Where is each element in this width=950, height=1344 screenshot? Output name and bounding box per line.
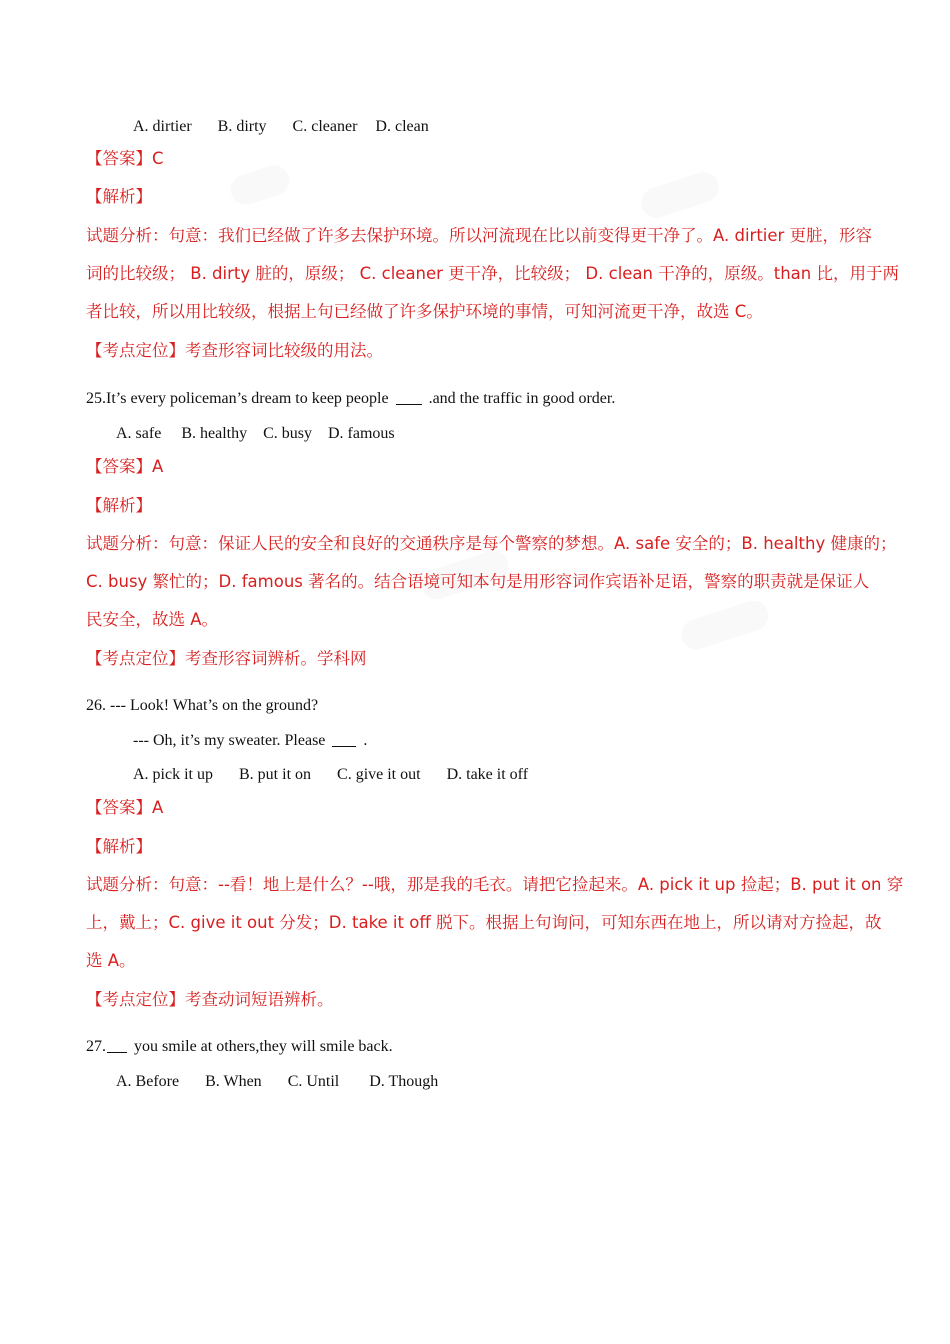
q27-stem [86, 1037, 393, 1057]
watermark [678, 597, 773, 653]
stem-text: you smile at others,they will smile back. [134, 1038, 393, 1055]
q25-analysis-line: C. busy 繁忙的；D. famous 著名的。结合语境可知本句是用形容词作宾语补足语，警察的职责就是保证人 [86, 572, 870, 591]
q25-analysis-line: 试题分析：句意：保证人民的安全和良好的交通秩序是每个警察的梦想。A. safe 安全的；B. healthy 健康的； [86, 534, 897, 553]
option: B. dirty [217, 118, 267, 135]
q24-options [133, 117, 429, 137]
stem-text: --- Oh, it’s my sweater. Please [133, 732, 326, 749]
q25-answer: 【答案】A [86, 457, 164, 476]
q25-point: 【考点定位】考查形容词辨析。学科网 [86, 649, 367, 668]
stem-text: 25.It’s every policeman’s dream to keep people [86, 390, 389, 407]
option: C. busy [263, 425, 312, 442]
q26-analysis-line: 上，戴上；C. give it out 分发；D. take it off 脱下。根据上句询问，可知东西在地上，所以请对方捡起，故 [86, 913, 882, 932]
q25-analysis-line: 民安全，故选 A。 [86, 610, 219, 629]
q24-analysis-head: 【解析】 [86, 187, 152, 206]
watermark [637, 168, 722, 221]
blank [332, 732, 356, 747]
option: A. safe [116, 425, 162, 442]
q24-analysis-line: 者比较，所以用比较级，根据上句已经做了许多保护环境的事情，可知河流更干净，故选 C。 [86, 302, 763, 321]
option: D. famous [327, 425, 395, 442]
option: A. pick it up [133, 766, 213, 783]
stem-text: 27. [86, 1038, 106, 1055]
q25-stem [86, 389, 615, 409]
blank [396, 390, 422, 405]
q24-analysis-line: 试题分析：句意：我们已经做了许多去保护环境。所以河流现在比以前变得更干净了。A. dirtier 更脏，形容 [86, 226, 873, 245]
option: C. Until [287, 1073, 340, 1090]
q27-options [116, 1072, 438, 1092]
option: D. Though [369, 1073, 439, 1090]
option: B. healthy [181, 425, 248, 442]
q25-options [116, 424, 395, 444]
stem-text: .and the traffic in good order. [428, 390, 616, 407]
option: C. give it out [337, 766, 421, 783]
option: D. clean [375, 118, 429, 135]
q26-analysis-line: 试题分析：句意：--看！地上是什么？--哦，那是我的毛衣。请把它捡起来。A. pick it up 捡起；B. put it on 穿 [86, 875, 904, 894]
q26-analysis-line: 选 A。 [86, 951, 136, 970]
option: A. Before [116, 1073, 180, 1090]
blank [107, 1038, 127, 1053]
q26-analysis-head: 【解析】 [86, 837, 152, 856]
option: C. cleaner [292, 118, 358, 135]
option: A. dirtier [133, 118, 192, 135]
watermark [227, 161, 293, 208]
option: B. When [205, 1073, 262, 1090]
q24-analysis-line: 词的比较级； B. dirty 脏的，原级； C. cleaner 更干净，比较级； D. clean 干净的，原级。than 比，用于两 [86, 264, 899, 283]
option: B. put it on [239, 766, 312, 783]
q26-stem: 26. --- Look! What’s on the ground? [86, 697, 319, 714]
q26-answer: 【答案】A [86, 798, 164, 817]
q25-analysis-head: 【解析】 [86, 496, 152, 515]
q26-point: 【考点定位】考查动词短语辨析。 [86, 990, 334, 1009]
q26-stem-reply [133, 731, 367, 751]
stem-text: . [363, 732, 368, 749]
option: D. take it off [446, 766, 529, 783]
q24-answer: 【答案】C [86, 149, 164, 168]
q26-options [133, 765, 528, 785]
q24-point: 【考点定位】考查形容词比较级的用法。 [86, 341, 383, 360]
